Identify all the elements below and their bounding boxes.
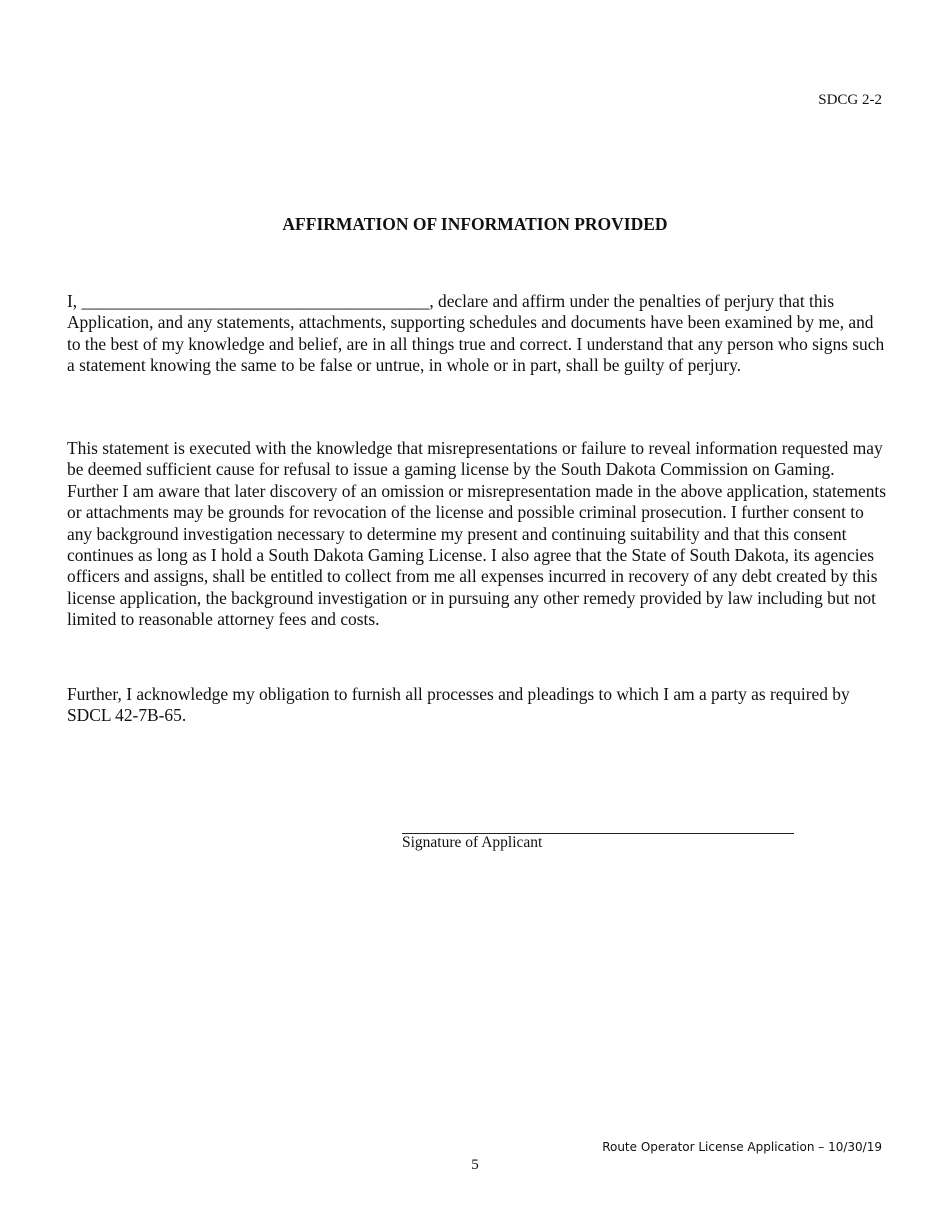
affirmation-paragraph — [67, 291, 889, 377]
footer-application-title: Route Operator License Application – 10/30/19 — [602, 1140, 882, 1154]
consent-paragraph: This statement is executed with the knowledge that misrepresentations or failure to reveal information requested may be deemed sufficient cause for refusal to issue a gaming license by the South Dakota Commission on Gaming. Further I am aware that later discovery of an omission or misrepresentation made in the above application, statements or attachments may be grounds for revocation of the license and possible criminal prosecution. I further consent to any background investigation necessary to determine my present and continuing suitability and that this consent continues as long as I hold a South Dakota Gaming License. I also agree that the State of South Dakota, its agencies officers and assigns, shall be entitled to collect from me all expenses incurred in recovery of any debt created by this license application, the background investigation or in pursuing any other remedy provided by law including but not limited to reasonable attorney fees and costs. — [67, 438, 887, 630]
applicant-name-blank[interactable]: ________________________________________ — [81, 291, 430, 311]
affirmation-lead: I, — [67, 291, 82, 311]
affirmation-text: , declare and affirm under the penalties of perjury that this Application, and any statements, attachments, supporting schedules and documents have been examined by me, and to the best of my knowledge and belief, are in all things true and correct. I understand that any person who signs such a statement knowing the same to be false or untrue, in whole or in part, shall be guilty of perjury. — [67, 291, 885, 376]
document-title: AFFIRMATION OF INFORMATION PROVIDED — [282, 214, 668, 234]
signature-label: Signature of Applicant — [402, 834, 543, 851]
obligation-paragraph: Further, I acknowledge my obligation to furnish all processes and pleadings to which I am a party as required by SDCL 42-7B-65. — [67, 684, 850, 726]
page-number: 5 — [471, 1157, 479, 1173]
form-code: SDCG 2-2 — [818, 92, 882, 108]
